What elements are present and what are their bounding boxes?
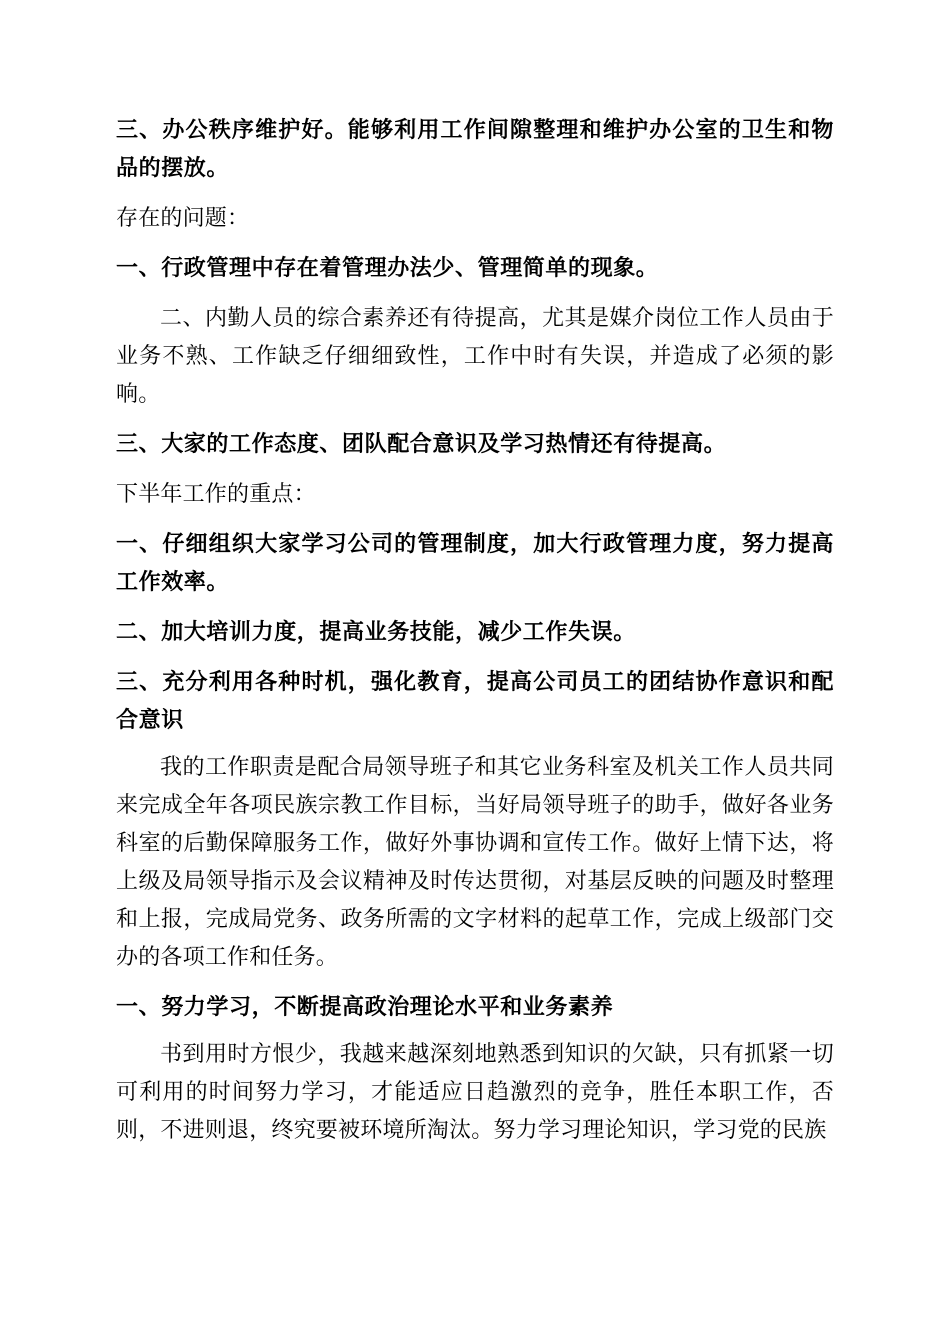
paragraph-problem-3: 三、大家的工作态度、团队配合意识及学习热情还有待提高。	[116, 432, 727, 457]
paragraph-problem-1: 一、行政管理中存在着管理办法少、管理简单的现象。	[116, 256, 659, 281]
paragraph-problem-2: 二、内勤人员的综合素养还有待提高，尤其是媒介岗位工作人员由于业务不熟、工作缺乏仔细细致性，工作中时有失误，并造成了必须的影响。	[116, 306, 834, 407]
paragraph-job-duties: 我的工作职责是配合局领导班子和其它业务科室及机关工作人员共同来完成全年各项民族宗教工作目标，当好局领导班子的助手，做好各业务科室的后勤保障服务工作，做好外事协调和宣传工作。做好上情下达，将上级及局领导指示及会议精神及时传达贯彻，对基层反映的问题及时整理和上报，完成局党务、政务所需的文字材料的起草工作，完成上级部门交办的各项工作和任务。	[116, 755, 834, 970]
heading-second-half-focus: 下半年工作的重点：	[116, 482, 316, 507]
paragraph-focus-1: 一、仔细组织大家学习公司的管理制度，加大行政管理力度，努力提高工作效率。	[116, 532, 834, 595]
document-page	[116, 112, 834, 1150]
heading-existing-problems: 存在的问题：	[116, 206, 250, 231]
paragraph-office-order: 三、办公秩序维护好。能够利用工作间隙整理和维护办公室的卫生和物品的摆放。	[116, 118, 834, 181]
paragraph-focus-2: 二、加大培训力度，提高业务技能，减少工作失误。	[116, 620, 636, 645]
paragraph-study-body: 书到用时方恨少，我越来越深刻地熟悉到知识的欠缺，只有抓紧一切可利用的时间努力学习，才能适应日趋激烈的竞争，胜任本职工作，否则，不进则退，终究要被环境所淘汰。努力学习理论知识，学习党的民族	[116, 1042, 834, 1143]
paragraph-study-heading: 一、努力学习，不断提高政治理论水平和业务素养	[116, 995, 614, 1020]
paragraph-focus-3: 三、充分利用各种时机，强化教育，提高公司员工的团结协作意识和配合意识	[116, 670, 834, 733]
